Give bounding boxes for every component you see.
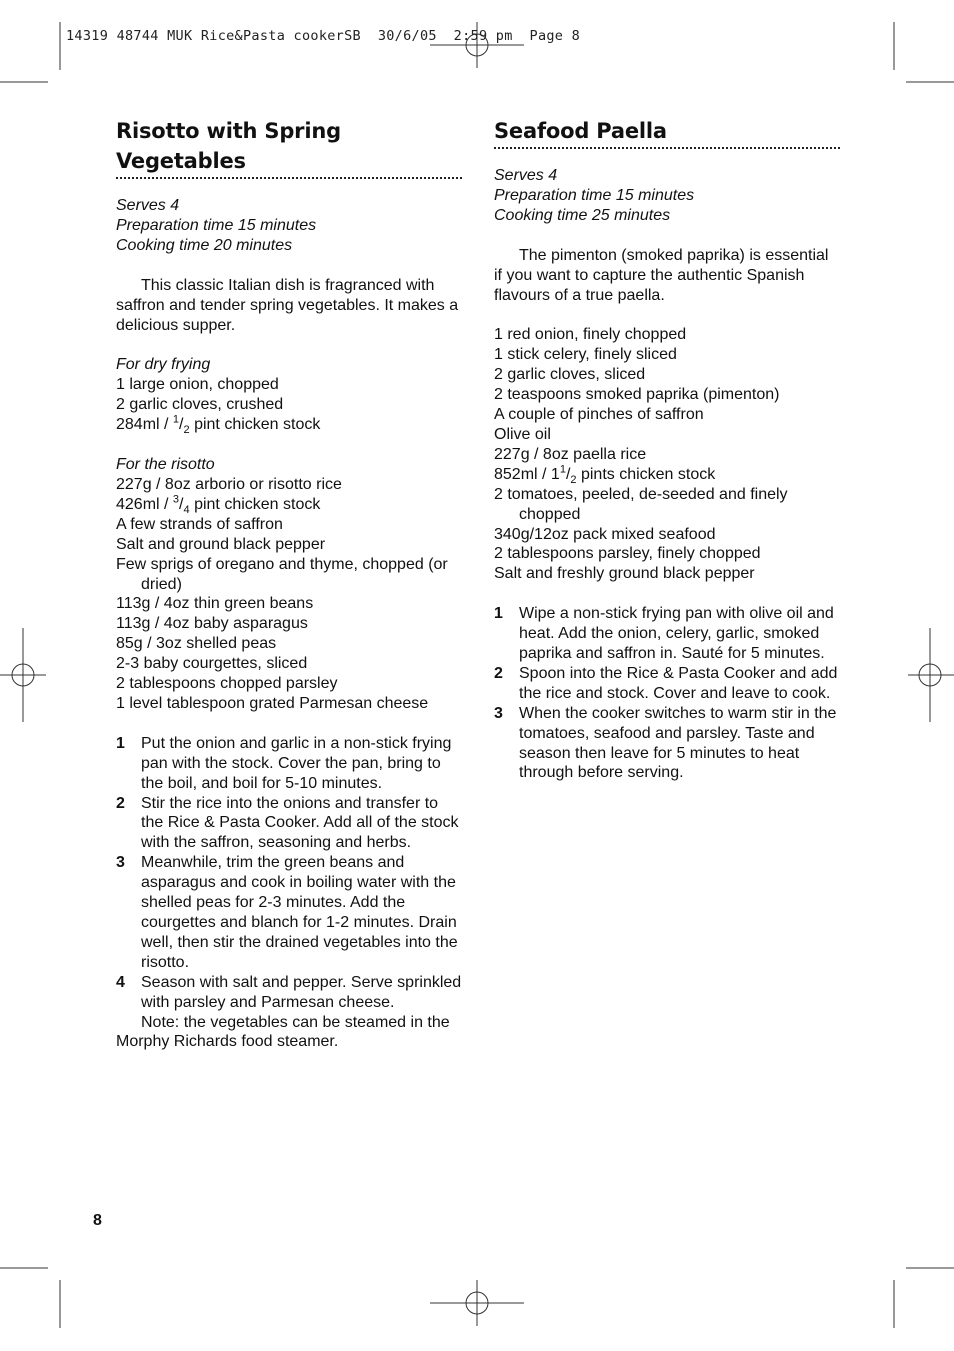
method-step: 2 Spoon into the Rice & Pasta Cooker and add the rice and stock. Cover and leave to cook. (494, 664, 838, 702)
dotted-rule (116, 176, 462, 179)
ingredient: 340g/12oz pack mixed seafood (494, 525, 716, 543)
step-number: 1 (494, 605, 503, 623)
print-slug: 14319 48744 MUK Rice&Pasta cookerSB 30/6/05 2:59 pm Page 8 (66, 28, 581, 44)
ingredient: 2 garlic cloves, crushed (116, 396, 284, 414)
cook-time: Cooking time 20 minutes (116, 236, 293, 254)
ingredient: A few strands of saffron (116, 515, 283, 533)
recipe-meta (116, 196, 462, 256)
ingredient: A couple of pinches of saffron (494, 406, 704, 424)
ingredient: Salt and freshly ground black pepper (494, 565, 755, 583)
method-step: 3 Meanwhile, trim the green beans and asparagus and cook in boiling water with the shelled peas for 2-3 minutes. Add the courgettes and blanch for 1-2 minutes. Drain well, then stir the drained vegetables into the risotto. (116, 854, 458, 971)
prep-time: Preparation time 15 minutes (116, 216, 317, 234)
ingredient: Olive oil (494, 425, 551, 443)
ingredient: 2 teaspoons smoked paprika (pimenton) (494, 386, 780, 404)
ingredient: 1 red onion, finely chopped (494, 326, 687, 344)
ingredient: 113g / 4oz thin green beans (116, 595, 314, 613)
serves: Serves 4 (116, 197, 180, 214)
section-heading: For the risotto (116, 456, 215, 474)
method-step: 2 Stir the rice into the onions and transfer to the Rice & Pasta Cooker. Add all of the stock with the saffron, seasoning and herbs. (116, 794, 459, 852)
recipe-paella (494, 116, 840, 783)
step-number: 3 (116, 854, 125, 872)
step-number: 1 (116, 734, 125, 752)
recipe-title: Seafood Paella (494, 119, 667, 143)
step-number: 4 (116, 973, 125, 991)
ingredient: 2 tablespoons chopped parsley (116, 675, 338, 693)
ingredient: $852ml / 1^1/_2$ pints chicken stock (494, 463, 716, 486)
ingredient: $284ml / ^1/_2$ pint chicken stock (116, 413, 321, 437)
method-step: 3 When the cooker switches to warm stir in the tomatoes, seafood and parsley. Taste and season then leave for 5 minutes to heat through before serving. (494, 704, 837, 782)
method-step: 1 Wipe a non-stick frying pan with olive oil and heat. Add the onion, celery, garlic, smoked paprika and saffron in. Sauté for 5 minutes. (494, 605, 834, 663)
recipe-title: Risotto with Spring Vegetables (116, 119, 341, 173)
ingredient: 227g / 8oz paella rice (494, 445, 647, 463)
ingredient: 2 garlic cloves, sliced (494, 366, 646, 384)
ingredient: 2 tablespoons parsley, finely chopped (494, 545, 761, 563)
ingredient-list (494, 325, 840, 584)
registration-mark-left (0, 628, 46, 722)
recipe-note: Note: the vegetables can be steamed in the Morphy Richards food steamer. (116, 1013, 450, 1051)
ingredient: $426ml / ^3/_4$ pint chicken stock (116, 493, 321, 517)
ingredient: 1 stick celery, finely sliced (494, 346, 677, 364)
dotted-rule (494, 146, 840, 149)
serves: Serves 4 (494, 167, 558, 184)
step-number: 2 (116, 794, 125, 812)
ingredient: 2-3 baby courgettes, sliced (116, 655, 308, 673)
step-number: 3 (494, 704, 503, 722)
recipe-meta (494, 166, 840, 226)
recipe-intro: This classic Italian dish is fragranced with saffron and tender spring vegetables. It makes a delicious supper. (116, 276, 459, 334)
ingredient-list (116, 375, 462, 435)
method-steps (494, 604, 840, 783)
registration-mark-bottom (430, 1280, 524, 1326)
ingredient: 85g / 3oz shelled peas (116, 635, 277, 653)
registration-mark-right (908, 628, 954, 722)
section-heading: For dry frying (116, 356, 211, 374)
ingredient: Few sprigs of oregano and thyme, chopped (or dried) (116, 555, 448, 593)
step-number: 2 (494, 664, 503, 682)
ingredient: 2 tomatoes, peeled, de-seeded and finely chopped (494, 485, 788, 523)
cook-time: Cooking time 25 minutes (494, 206, 671, 224)
ingredient: 227g / 8oz arborio or risotto rice (116, 475, 342, 493)
method-step: 1 Put the onion and garlic in a non-stick frying pan with the stock. Cover the pan, bring to the boil, and boil for 5-10 minutes. (116, 734, 452, 792)
ingredient: 113g / 4oz baby asparagus (116, 615, 308, 633)
ingredient: Salt and ground black pepper (116, 535, 326, 553)
ingredient: 1 level tablespoon grated Parmesan cheese (116, 694, 429, 712)
ingredient-list (116, 475, 462, 714)
recipe-intro: The pimenton (smoked paprika) is essential if you want to capture the authentic Spanish flavours of a true paella. (494, 246, 829, 304)
page-number: 8 (93, 1212, 102, 1229)
recipe-risotto (116, 116, 462, 1052)
prep-time: Preparation time 15 minutes (494, 186, 695, 204)
method-step: 4 Season with salt and pepper. Serve sprinkled with parsley and Parmesan cheese. (116, 973, 462, 1011)
method-steps (116, 734, 462, 1013)
ingredient: 1 large onion, chopped (116, 376, 279, 394)
